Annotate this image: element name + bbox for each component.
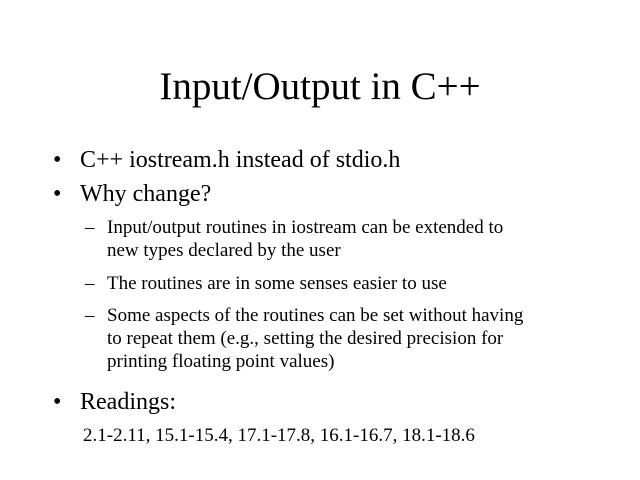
- sub-bullet-text: [107, 272, 447, 295]
- sub-bullet-line: Some aspects of the routines can be set without having: [107, 305, 524, 326]
- bullet-marker: •: [53, 181, 62, 207]
- sub-bullet-marker: –: [85, 273, 95, 294]
- bullet-text: Why change?: [80, 181, 212, 207]
- sub-bullet-line: new types declared by the user: [107, 240, 341, 261]
- slide-title: Input/Output in C++: [159, 65, 481, 108]
- sub-bullet-line: The routines are in some senses easier to use: [107, 273, 447, 294]
- sub-bullet-marker: –: [85, 217, 95, 238]
- sub-bullet-marker: –: [85, 305, 95, 326]
- sub-bullet-text: [107, 304, 523, 373]
- bullet-marker: •: [53, 147, 62, 173]
- sub-bullet-line: Input/output routines in iostream can be extended to: [107, 217, 504, 238]
- sub-bullet-line: printing floating point values): [107, 351, 335, 372]
- bullet-text: C++ iostream.h instead of stdio.h: [80, 147, 401, 173]
- sub-bullet-text: [107, 216, 503, 262]
- bullet-marker: •: [53, 389, 62, 415]
- sub-bullet-line: to repeat them (e.g., setting the desired precision for: [107, 328, 504, 349]
- bullet-text: Readings:: [80, 389, 176, 415]
- readings-detail: 2.1-2.11, 15.1-15.4, 17.1-17.8, 16.1-16.7, 18.1-18.6: [83, 425, 475, 446]
